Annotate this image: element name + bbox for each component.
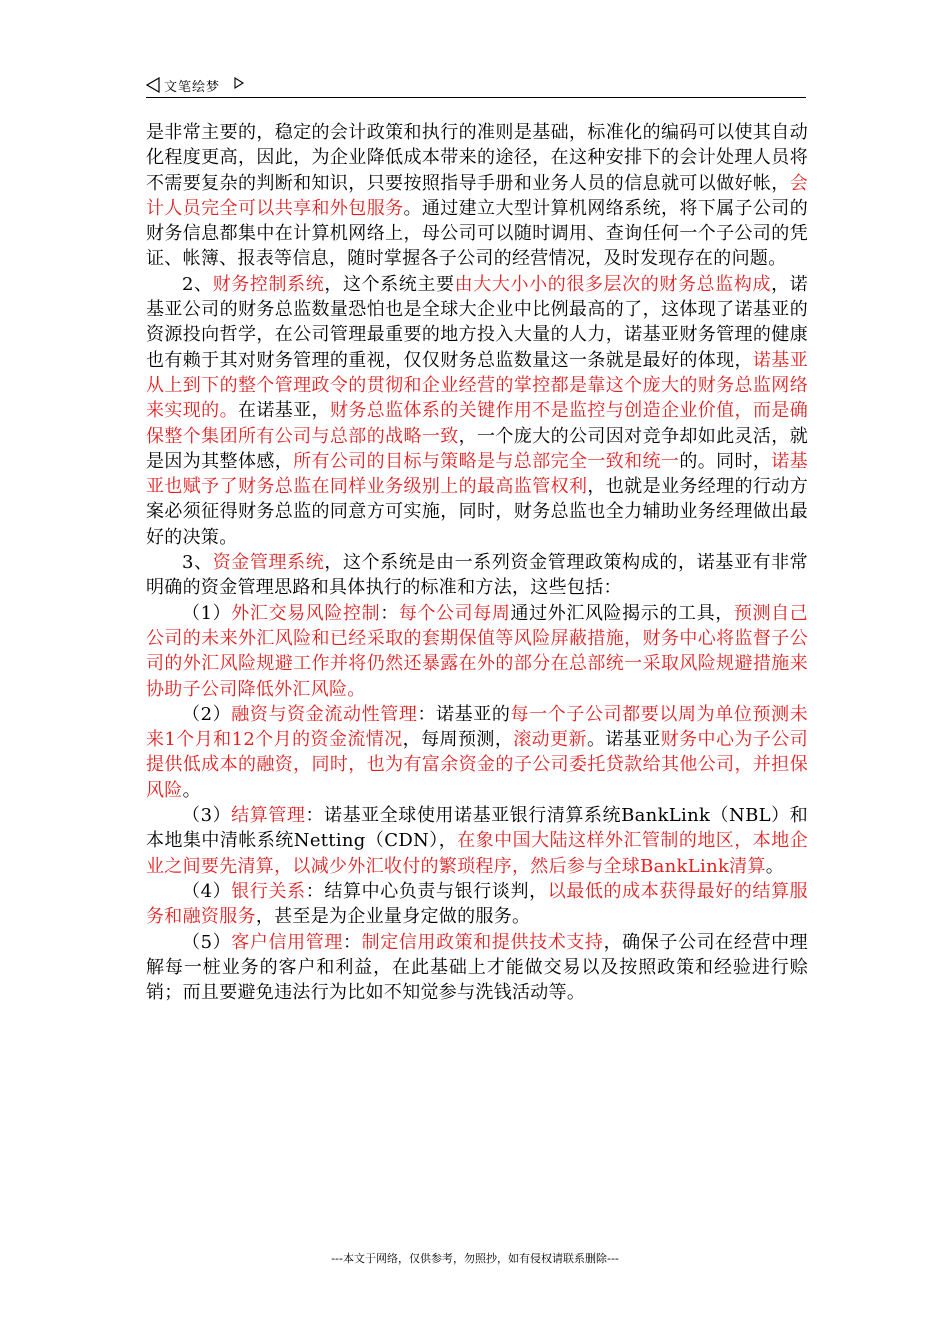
highlighted-text: 结算管理 — [231, 805, 306, 827]
highlighted-text: 诺基亚也赋予了财务总监在同样业务级别上的最高监管权利 — [146, 450, 808, 498]
highlighted-text: 融资与资金流动性管理 — [231, 703, 418, 725]
body-text: 在诺基亚， — [237, 400, 330, 422]
highlighted-text: 会计人员完全可以共享和外包服务 — [146, 172, 808, 219]
paragraph — [146, 879, 808, 930]
highlighted-text: 资金管理系统 — [212, 552, 325, 574]
body-text: ： — [342, 931, 362, 953]
body-text: 是非常主要的，稳定的会计政策和执行的准则是基础，标准化的编码可以使其自动化程度更高，因此，为企业降低成本带来的途径，在这种安排下的会计处理人员将不需要复杂的判断和知识，只要按照指导手册和业务人员的信息就可以做好帐， — [146, 122, 808, 194]
body-text: ，这个系统是由一系列资金管理政策构成的，诺基亚有非常明确的资金管理思路和具体执行的标准和方法，这些包括： — [146, 552, 808, 599]
paragraph — [146, 550, 808, 601]
highlighted-text: 所有公司的目标与策略是与总部完全一致和统一 — [293, 450, 680, 472]
footer-disclaimer: ---本文于网络，仅供参考，勿照抄，如有侵权请联系删除--- — [331, 1252, 619, 1265]
body-text: ：结算中心负责与银行谈判， — [305, 880, 548, 902]
header-brand: 文笔绘梦 — [164, 80, 221, 95]
triangle-right-icon — [234, 77, 244, 89]
highlighted-text: 制定信用政策和提供技术支持 — [361, 931, 604, 953]
page-header — [146, 72, 806, 98]
body-text: ，这个系统主要 — [324, 273, 455, 295]
highlighted-text: 外汇交易风险控制 — [231, 602, 381, 624]
body-text: 3、 — [182, 552, 213, 574]
body-text: 通过外汇风险揭示的工具， — [510, 602, 734, 624]
highlighted-text: 财务总监体系的关键作用不是监控与创造企业价值，而是确保整个集团所有公司与总部的战略一致 — [146, 400, 809, 447]
highlighted-text: 由大大小小的很多层次的财务总监构成 — [454, 273, 772, 295]
document-body — [146, 120, 808, 1005]
body-text: 。诺基亚 — [586, 729, 661, 751]
body-text: ，也就是业务经理的行动方案必须征得财务总监的同意方可实施，同时，财务总监也全力辅助业务经理做出最好的决策。 — [146, 476, 808, 548]
highlighted-text: 银行关系 — [231, 880, 306, 902]
header-divider — [146, 97, 806, 98]
body-text: ： — [380, 602, 399, 624]
highlighted-text: 财务控制系统 — [212, 273, 325, 295]
body-text: （4） — [182, 880, 232, 902]
paragraph — [146, 601, 808, 702]
body-text: ：诺基亚的 — [417, 703, 511, 725]
body-text: 2、 — [182, 273, 213, 295]
body-text: ，一个庞大的公司因对竞争却如此灵活，就是因为其整体感， — [146, 425, 808, 472]
paragraph — [146, 272, 808, 550]
highlighted-text: 在象中国大陆这样外汇管制的地区，本地企业之间要先清算，以减少外汇收付的繁琐程序，然后参与全球BankLink清算 — [146, 830, 808, 877]
paragraph — [146, 930, 808, 1006]
highlighted-text: 预测自己公司的未来外汇风险和已经采取的套期保值等风险屏蔽措施，财务中心将监督子公司的外汇风险规避工作并将仍然还暴露在外的部分在总部统一采取风险规避措施来协助子公司降低外汇风险。 — [146, 602, 808, 700]
paragraph — [146, 120, 808, 272]
body-text: 。 — [765, 855, 785, 877]
highlighted-text: 诺基亚从上到下的整个管理政令的贯彻和企业经营的掌控都是靠这个庞大的财务总监网络来实现的。 — [146, 349, 808, 422]
body-text: ：诺基亚全球使用诺基亚银行清算系统BankLink（NBL）和本地集中清帐系统Netting（CDN）， — [146, 805, 808, 852]
body-text: （2） — [182, 703, 232, 725]
highlighted-text: 每个公司每周 — [398, 602, 511, 624]
highlighted-text: 客户信用管理 — [231, 931, 343, 953]
paragraph — [146, 803, 808, 879]
paragraph — [146, 702, 808, 803]
body-text: （1） — [182, 602, 232, 624]
triangle-left-icon — [146, 77, 160, 93]
body-text: ，确保子公司在经营中理解每一桩业务的客户和利益，在此基础上才能做交易以及按照政策和经验进行赊销；而且要避免违法行为比如不知觉参与洗钱活动等。 — [146, 931, 808, 1004]
highlighted-text: 财务中心为子公司提供低成本的融资，同时，也为有富余资金的子公司委托贷款给其他公司，并担保风险 — [146, 729, 808, 801]
body-text: ，诺基亚公司的财务总监数量恐怕也是全球大企业中比例最高的了，这体现了诺基亚的资源投向哲学，在公司管理最重要的地方投入大量的人力，诺基亚财务管理的健康也有赖于其对财务管理的重视，仅仅财务总监数量这一条就是最好的体现， — [146, 273, 808, 371]
body-text: ，甚至是为企业量身定做的服务。 — [255, 906, 531, 928]
highlighted-text: 滚动更新 — [513, 729, 587, 751]
highlighted-text: 每一个子公司都要以周为单位预测未来1个月和12个月的资金流情况 — [146, 703, 809, 751]
highlighted-text: 以最低的成本获得最好的结算服务和融资服务 — [146, 880, 808, 928]
body-text: ，每周预测， — [402, 729, 514, 751]
body-text: （3） — [182, 805, 232, 827]
body-text: 。通过建立大型计算机网络系统，将下属子公司的财务信息都集中在计算机网络上，母公司可以随时调用、查询任何一个子公司的凭证、帐簿、报表等信息，随时掌握各子公司的经营情况，及时发现存在的问题。 — [146, 197, 808, 270]
body-text: （5） — [182, 931, 232, 953]
body-text: 的。同时， — [679, 450, 772, 472]
body-text: 。 — [182, 779, 201, 801]
